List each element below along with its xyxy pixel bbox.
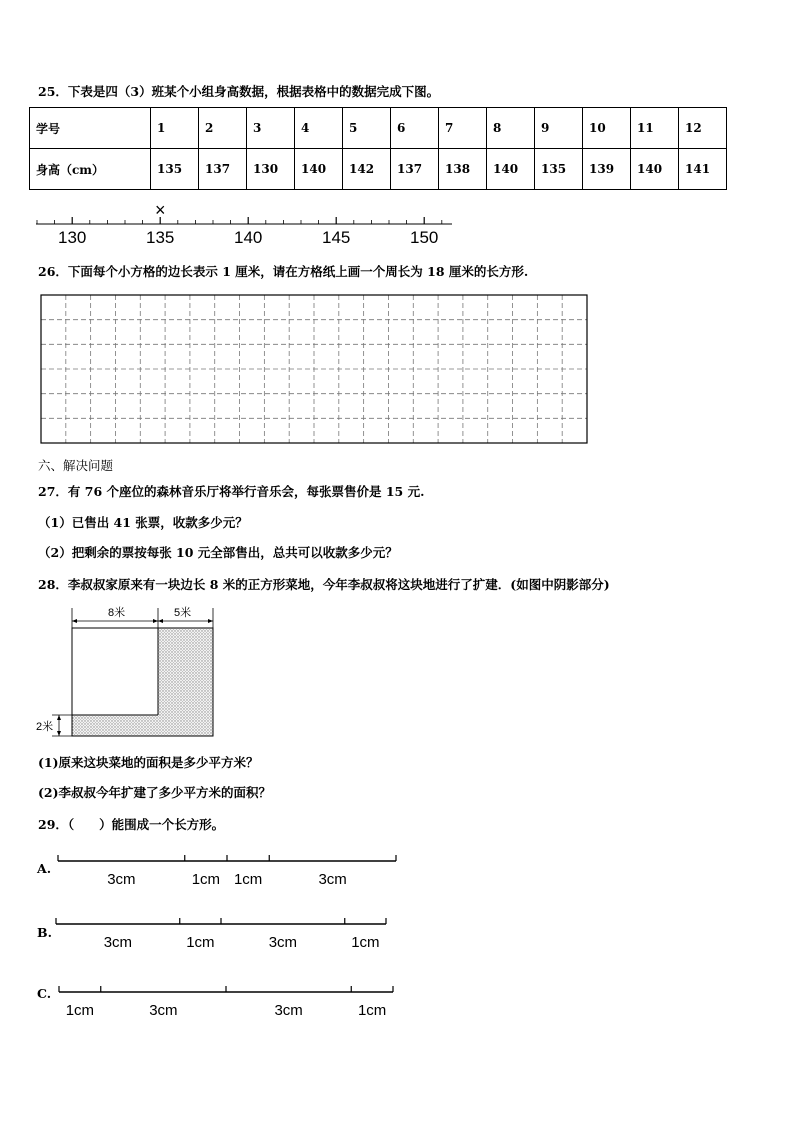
table-cell: 137 bbox=[199, 149, 247, 190]
table-cell: 130 bbox=[247, 149, 295, 190]
segment-label: 3cm bbox=[318, 871, 347, 888]
table-cell: 3 bbox=[247, 108, 295, 149]
segment-label: 3cm bbox=[103, 934, 133, 951]
q28-text: 28．李叔叔家原来有一块边长 8 米的正方形菜地，今年李叔叔将这块地进行了扩建．(如图中阴影部分) bbox=[38, 577, 610, 592]
vegetable-plot-figure bbox=[30, 600, 230, 745]
grid-paper[interactable] bbox=[40, 294, 590, 446]
segment-label: 1cm bbox=[351, 934, 380, 951]
table-cell: 142 bbox=[343, 149, 391, 190]
axis-tick-label: 140 bbox=[234, 228, 263, 247]
option-b-segments bbox=[54, 914, 394, 954]
table-cell: 140 bbox=[631, 149, 679, 190]
section-title: 六、解决问题 bbox=[38, 458, 114, 473]
segment-label: 1cm bbox=[357, 1002, 387, 1019]
segment-label: 1cm bbox=[233, 871, 263, 888]
option-b-letter[interactable]: B. bbox=[37, 925, 52, 940]
table-cell: 137 bbox=[391, 149, 439, 190]
table-cell: 141 bbox=[679, 149, 727, 190]
axis-tick-label: 135 bbox=[146, 228, 175, 247]
q28-sub2: (2)李叔叔今年扩建了多少平方米的面积？ bbox=[38, 785, 272, 800]
option-a-segments bbox=[56, 851, 401, 891]
segment-label: 3cm bbox=[274, 1002, 303, 1019]
q27-text: 27．有 76 个座位的森林音乐厅将举行音乐会，每张票售价是 15 元. bbox=[38, 484, 425, 499]
q29-text: 29．（ ）能围成一个长方形。 bbox=[38, 817, 225, 832]
option-c-segments bbox=[57, 982, 397, 1022]
segment-label: 1cm bbox=[186, 934, 215, 951]
table-cell: 9 bbox=[535, 108, 583, 149]
table-cell: 10 bbox=[583, 108, 631, 149]
cross-mark: × bbox=[154, 200, 166, 220]
q26-text: 26．下面每个小方格的边长表示 1 厘米，请在方格纸上画一个周长为 18 厘米的长方形. bbox=[38, 264, 529, 279]
q28-sub1: (1)原来这块菜地的面积是多少平方米？ bbox=[38, 755, 259, 770]
table-row-ids bbox=[30, 108, 727, 149]
axis-tick-label: 130 bbox=[58, 228, 87, 247]
option-a-letter[interactable]: A. bbox=[37, 861, 52, 876]
label-8m: 8米 bbox=[108, 607, 126, 619]
table-cell: 4 bbox=[295, 108, 343, 149]
segment-label: 3cm bbox=[107, 871, 136, 888]
height-number-line bbox=[30, 196, 460, 252]
table-cell: 140 bbox=[295, 149, 343, 190]
table-cell: 1 bbox=[151, 108, 199, 149]
row-label-height: 身高（cm） bbox=[30, 149, 151, 190]
q27-sub2: （2）把剩余的票按每张 10 元全部售出，总共可以收款多少元？ bbox=[38, 545, 398, 560]
label-5m: 5米 bbox=[174, 607, 192, 619]
segment-label: 3cm bbox=[149, 1002, 178, 1019]
height-table bbox=[29, 107, 727, 190]
q27-sub1: （1）已售出 41 张票，收款多少元？ bbox=[38, 515, 248, 530]
segment-label: 3cm bbox=[268, 934, 298, 951]
option-c-letter[interactable]: C. bbox=[37, 986, 52, 1001]
table-cell: 2 bbox=[199, 108, 247, 149]
table-cell: 7 bbox=[439, 108, 487, 149]
row-label-id: 学号 bbox=[30, 108, 151, 149]
q25-text: 25．下表是四（3）班某个小组身高数据，根据表格中的数据完成下图。 bbox=[38, 84, 440, 99]
table-cell: 135 bbox=[151, 149, 199, 190]
table-cell: 139 bbox=[583, 149, 631, 190]
table-row-heights bbox=[30, 149, 727, 190]
axis-tick-label: 145 bbox=[322, 228, 351, 247]
table-cell: 6 bbox=[391, 108, 439, 149]
segment-label: 1cm bbox=[65, 1002, 95, 1019]
axis-tick-label: 150 bbox=[410, 228, 439, 247]
table-cell: 140 bbox=[487, 149, 535, 190]
table-cell: 138 bbox=[439, 149, 487, 190]
table-cell: 12 bbox=[679, 108, 727, 149]
table-cell: 135 bbox=[535, 149, 583, 190]
table-cell: 11 bbox=[631, 108, 679, 149]
table-cell: 5 bbox=[343, 108, 391, 149]
label-2m: 2米 bbox=[36, 721, 54, 733]
table-cell: 8 bbox=[487, 108, 535, 149]
extension-shaded-area bbox=[72, 628, 213, 736]
segment-label: 1cm bbox=[191, 871, 221, 888]
